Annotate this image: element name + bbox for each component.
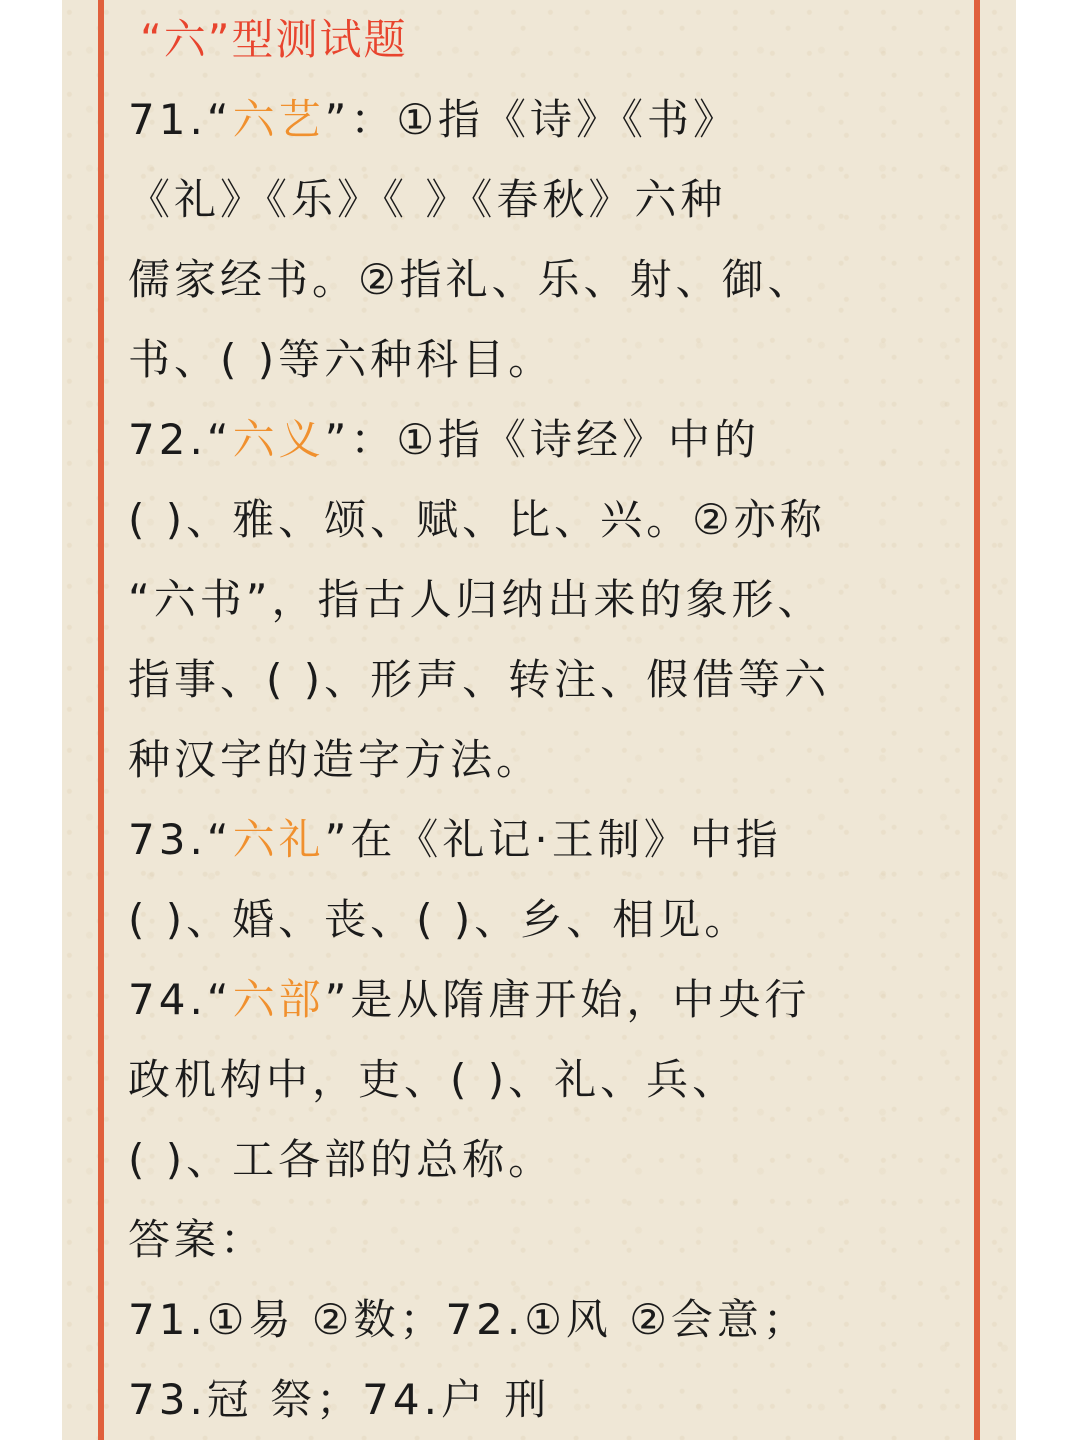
- answer-line: 71.①易 ②数；72.①风 ②会意；: [128, 1295, 809, 1344]
- highlighted-term: 六艺: [232, 95, 325, 144]
- right-border-line: [974, 0, 980, 1440]
- question-text-block: [128, 80, 958, 1440]
- text-line: 书、( )等六种科目。: [128, 335, 555, 384]
- page-title: “六”型测试题: [140, 15, 408, 64]
- highlighted-term: 六部: [232, 975, 325, 1024]
- answer-heading: 答案：: [128, 1215, 267, 1264]
- highlighted-term: 六礼: [232, 815, 325, 864]
- text-line: 儒家经书。②指礼、乐、射、御、: [128, 255, 814, 304]
- text-line: ( )、工各部的总称。: [128, 1135, 555, 1184]
- text-line: 71.“六艺”：①指《诗》《书》: [128, 95, 739, 144]
- text-line: 指事、( )、形声、转注、假借等六: [128, 655, 831, 704]
- text-line: 73.“六礼”在《礼记·王制》中指: [128, 815, 782, 864]
- text-line: 政机构中，吏、( )、礼、兵、: [128, 1055, 739, 1104]
- text-line: ( )、婚、丧、( )、乡、相见。: [128, 895, 751, 944]
- highlighted-term: 六义: [232, 415, 325, 464]
- text-line: ( )、雅、颂、赋、比、兴。②亦称: [128, 495, 826, 544]
- text-line: 72.“六义”：①指《诗经》中的: [128, 415, 760, 464]
- text-line: 《礼》《乐》《 》《春秋》六种: [128, 175, 727, 224]
- answer-line: 73.冠 祭；74.户 刑: [128, 1375, 551, 1424]
- text-line: 种汉字的造字方法。: [128, 735, 543, 784]
- text-line: “六书”，指古人归纳出来的象形、: [128, 575, 824, 624]
- left-border-line: [98, 0, 104, 1440]
- text-line: 74.“六部”是从隋唐开始，中央行: [128, 975, 811, 1024]
